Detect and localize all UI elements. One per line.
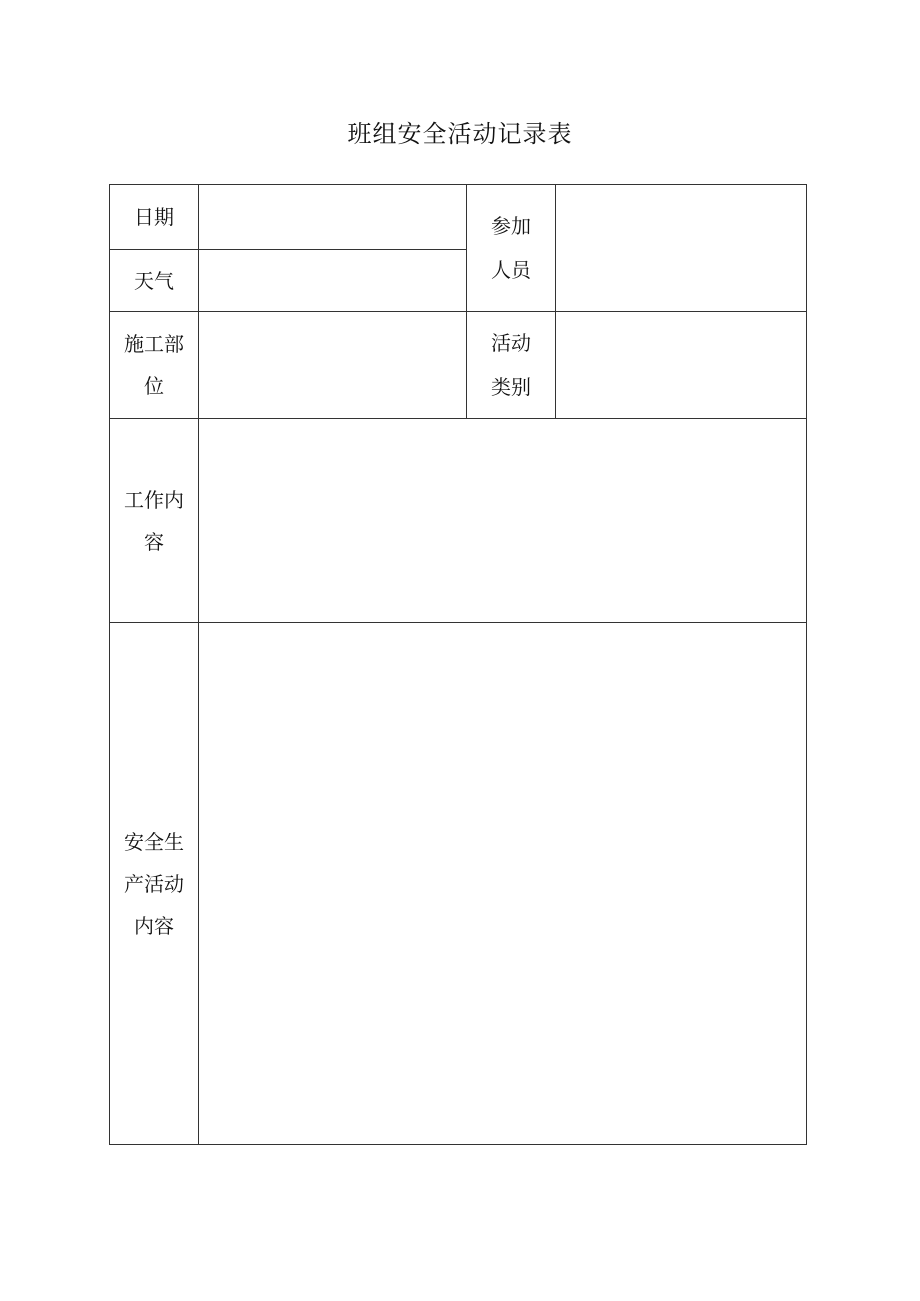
participants-field[interactable] [556,185,807,312]
construction-location-field[interactable] [199,312,467,419]
activity-record-form [109,184,807,1145]
weather-label-cell [110,250,199,312]
work-content-label: 工作内容 [124,487,184,554]
weather-field[interactable] [199,250,467,312]
activity-type-label-cell [467,312,556,419]
date-label: 日期 [134,205,174,229]
safety-activity-field[interactable] [199,623,807,1145]
activity-type-field[interactable] [556,312,807,419]
participants-label-cell [467,185,556,312]
activity-type-label: 活动类别 [491,331,531,399]
participants-label: 参加人员 [491,214,531,282]
page-title: 班组安全活动记录表 [347,120,573,148]
weather-label: 天气 [134,268,174,293]
construction-location-label-cell [110,312,199,419]
work-content-field[interactable] [199,419,807,623]
date-field[interactable] [199,185,467,250]
date-label-cell [110,185,199,250]
work-content-label-cell [110,419,199,623]
safety-activity-label: 安全生产活动内容 [124,829,184,938]
construction-location-label: 施工部位 [124,332,184,398]
safety-activity-label-cell [110,623,199,1145]
